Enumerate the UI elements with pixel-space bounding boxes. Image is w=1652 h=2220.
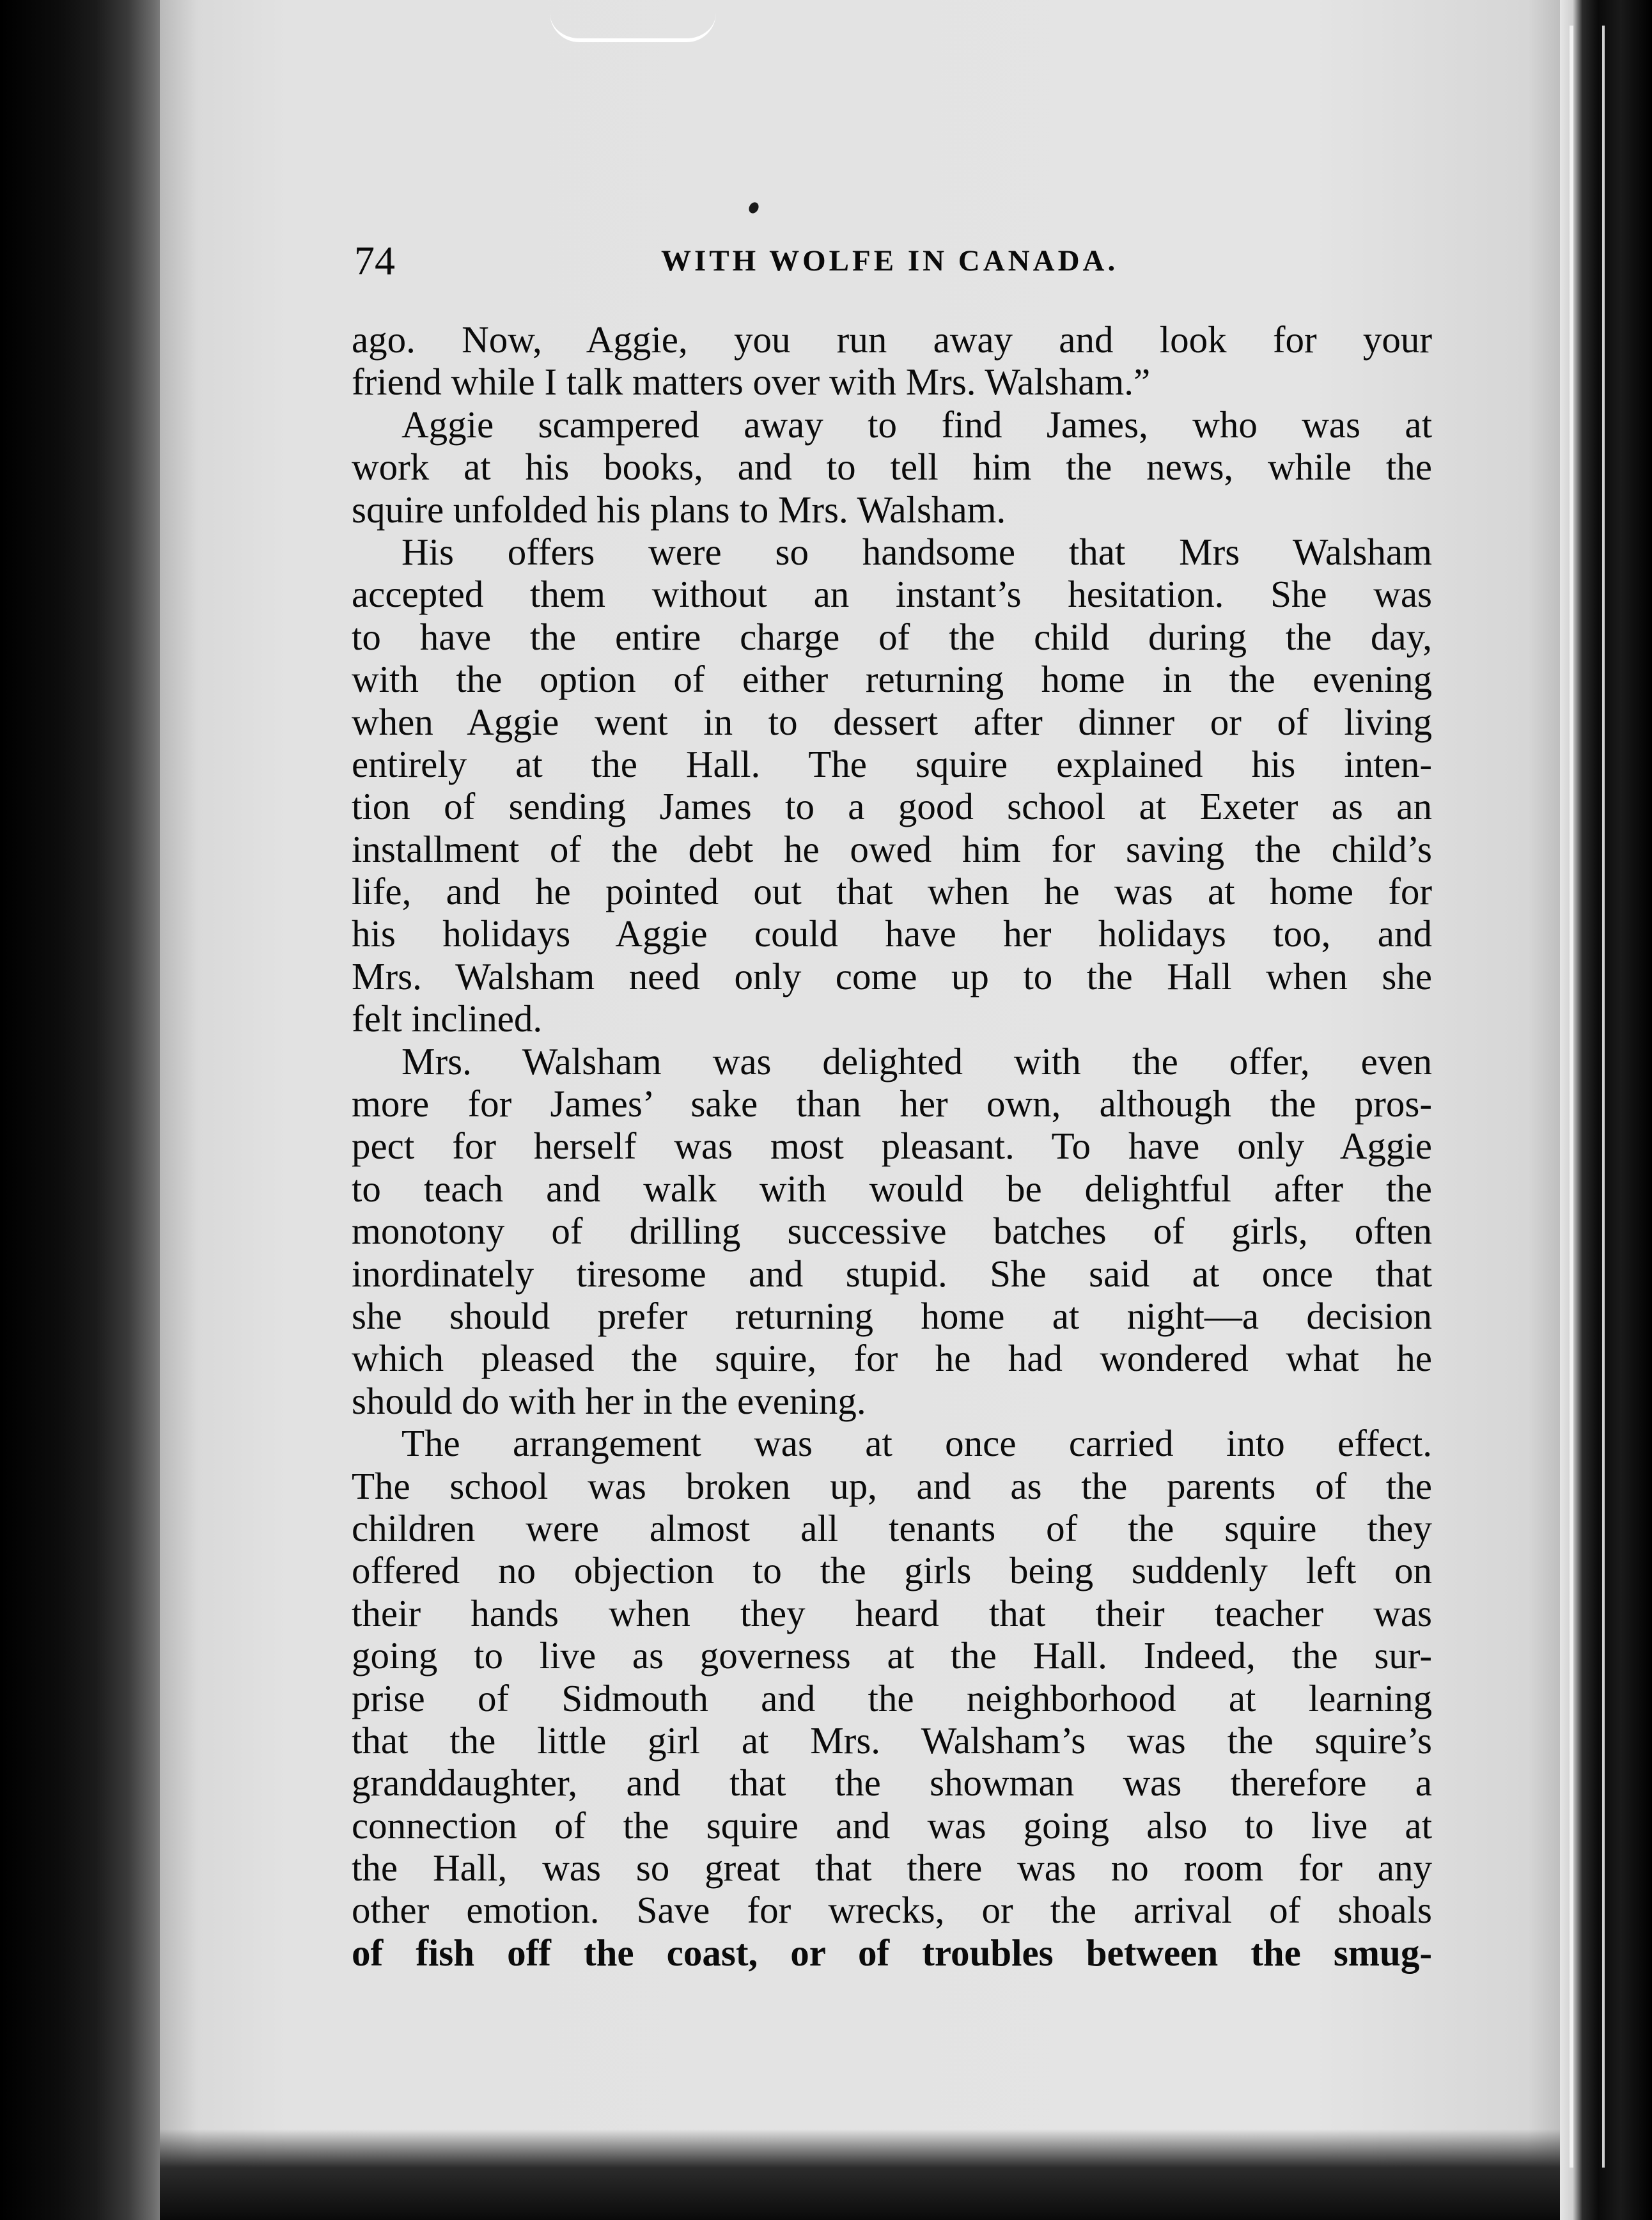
text-line: the Hall, was so great that there was no room for any — [352, 1847, 1432, 1889]
text-line: Aggie scampered away to find James, who was at — [401, 403, 1432, 446]
text-line: offered no objection to the girls being suddenly left on — [352, 1549, 1432, 1592]
page-edge-highlight-inner — [1602, 26, 1605, 2168]
text-line: friend while I talk matters over with Mrs. Walsham.” — [352, 361, 1151, 403]
text-line: their hands when they heard that their teacher was — [352, 1591, 1432, 1634]
text-line: inordinately tiresome and stupid. She said at once that — [352, 1252, 1432, 1295]
text-line: with the option of either returning home in the evening — [352, 658, 1432, 701]
text-line: to teach and walk with would be delightful after the — [352, 1167, 1432, 1210]
text-line: his holidays Aggie could have her holidays too, and — [352, 912, 1432, 955]
text-line: going to live as governess at the Hall. Indeed, the sur- — [352, 1634, 1432, 1677]
text-line: other emotion. Save for wrecks, or the arrival of shoals — [352, 1889, 1432, 1932]
running-head — [354, 235, 1569, 286]
text-line: when Aggie went in to dessert after dinner or of living — [352, 700, 1432, 743]
text-line: accepted them without an instant’s hesitation. She was — [352, 573, 1432, 616]
text-line: His offers were so handsome that Mrs Walsham — [401, 530, 1432, 573]
page-edge-highlight — [1570, 26, 1573, 2168]
text-line: felt inclined. — [352, 997, 543, 1040]
text-line: The arrangement was at once carried into effect. — [401, 1422, 1432, 1465]
body-text — [352, 318, 1432, 1974]
page-bottom-shadow — [160, 2129, 1579, 2220]
text-line: which pleased the squire, for he had wondered what he — [352, 1337, 1432, 1380]
text-line: to have the entire charge of the child during the day, — [352, 615, 1432, 658]
text-line: The school was broken up, and as the parents of the — [352, 1464, 1432, 1507]
text-line: more for James’ sake than her own, although the pros- — [352, 1083, 1432, 1125]
text-line: should do with her in the evening. — [352, 1379, 866, 1422]
running-head-title: WITH WOLFE IN CANADA. — [661, 244, 1119, 278]
book-binding-shadow — [0, 0, 173, 2220]
text-line: connection of the squire and was going also to live at — [352, 1804, 1432, 1847]
scan-artifact-mark — [550, 13, 716, 42]
text-line: tion of sending James to a good school at Exeter as an — [352, 785, 1432, 828]
text-line: squire unfolded his plans to Mrs. Walsham. — [352, 488, 1006, 531]
text-line: granddaughter, and that the showman was therefore a — [352, 1762, 1432, 1804]
text-line: ago. Now, Aggie, you run away and look for your — [352, 318, 1432, 361]
text-line: installment of the debt he owed him for saving the child’s — [352, 827, 1432, 870]
text-line: of fish off the coast, or of troubles between the smug- — [352, 1931, 1432, 1974]
text-line: she should prefer returning home at night—a decision — [352, 1294, 1432, 1337]
page-edge-right — [1560, 0, 1652, 2220]
text-line: children were almost all tenants of the squire they — [352, 1506, 1432, 1549]
page-number: 74 — [354, 238, 395, 283]
text-line: prise of Sidmouth and the neighborhood at learning — [352, 1677, 1432, 1719]
text-line: entirely at the Hall. The squire explained his inten- — [352, 742, 1432, 785]
text-line: that the little girl at Mrs. Walsham’s was the squire’s — [352, 1719, 1432, 1762]
text-line: Mrs. Walsham was delighted with the offer, even — [401, 1040, 1432, 1083]
text-line: pect for herself was most pleasant. To have only Aggie — [352, 1125, 1432, 1168]
text-line: Mrs. Walsham need only come up to the Hall when she — [352, 955, 1432, 997]
text-line: monotony of drilling successive batches of girls, often — [352, 1210, 1432, 1253]
text-line: life, and he pointed out that when he was at home for — [352, 870, 1432, 913]
text-line: work at his books, and to tell him the news, while the — [352, 446, 1432, 489]
